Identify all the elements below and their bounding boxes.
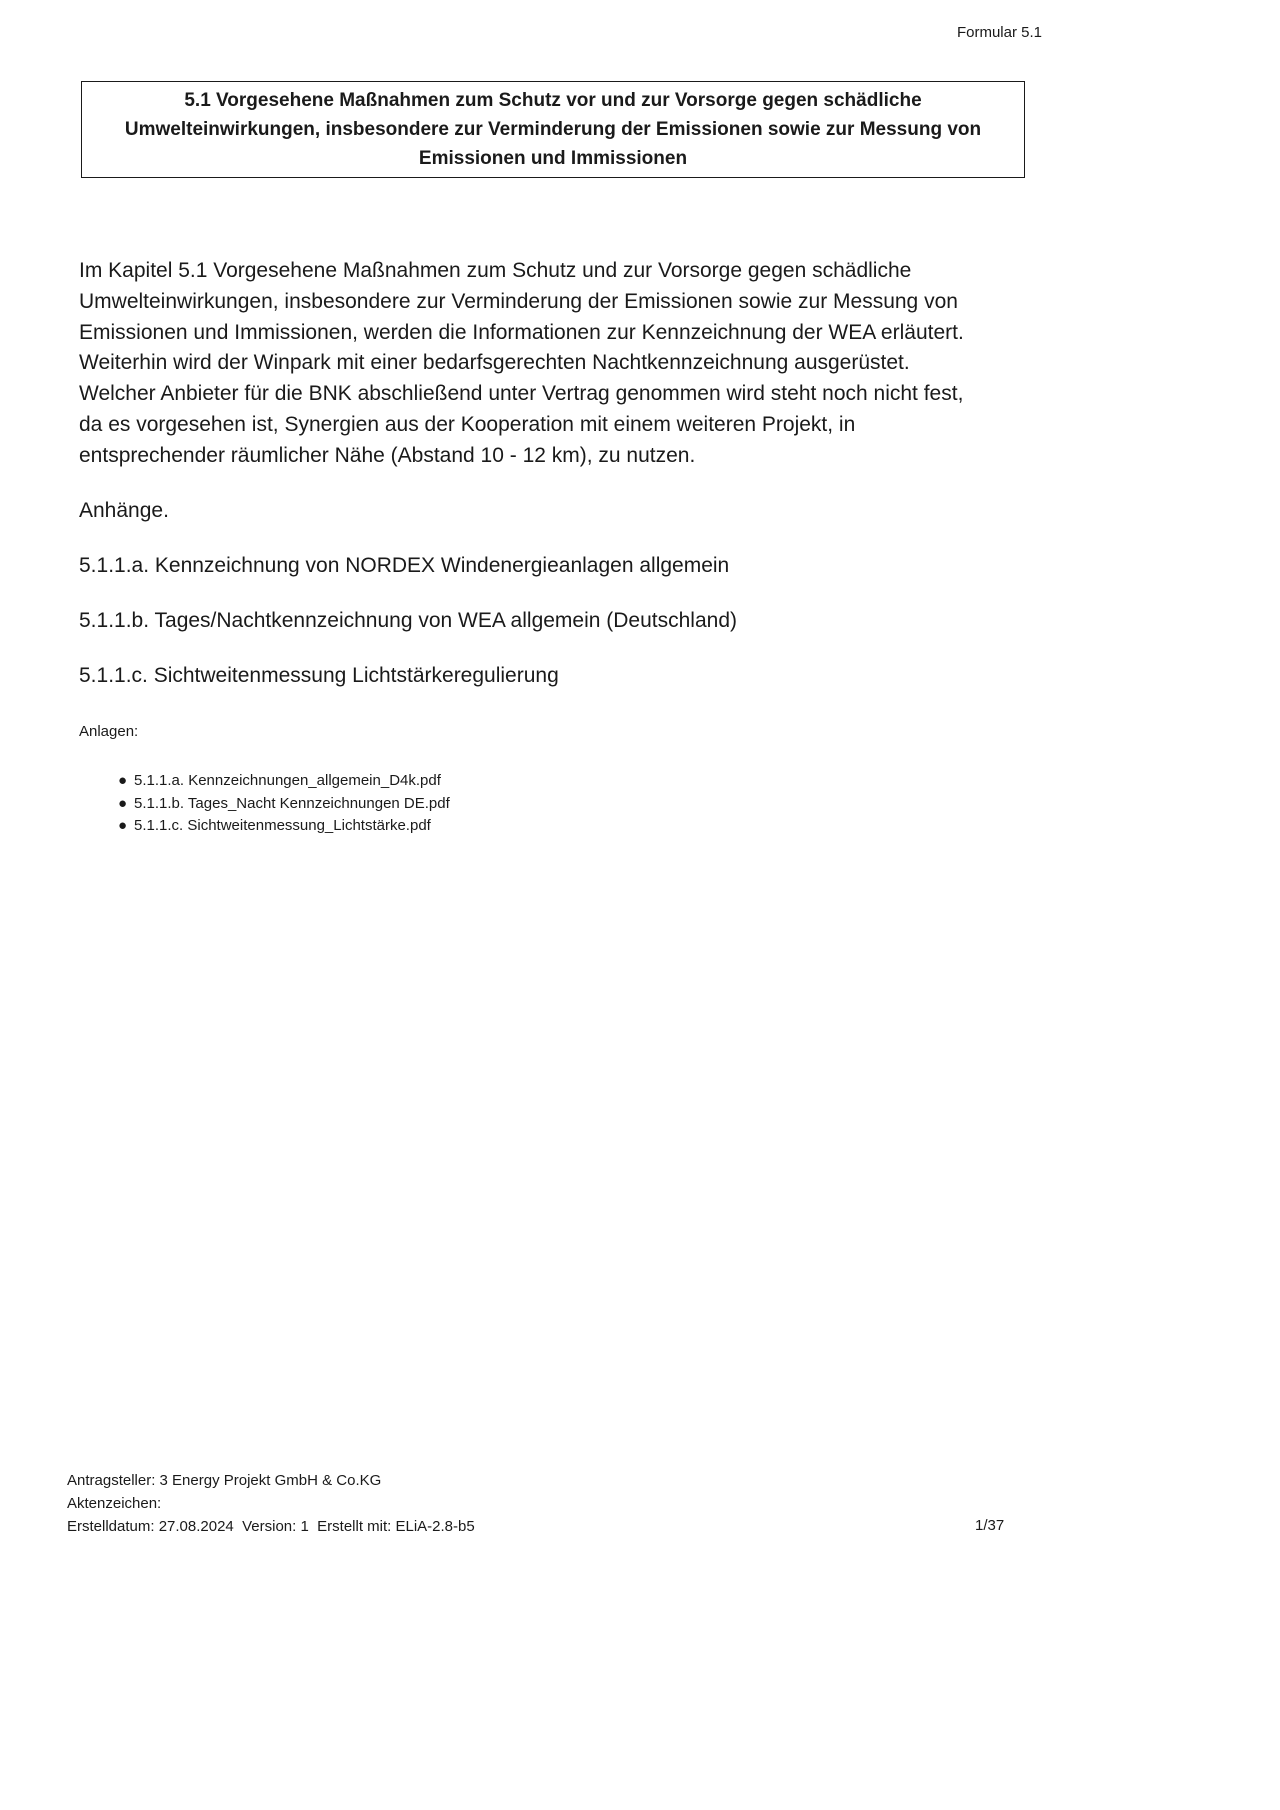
form-label: Formular 5.1 <box>956 24 1042 41</box>
intro-line: Welcher Anbieter für die BNK abschließend unter Vertrag genommen wird steht noch nicht fest, <box>79 382 964 406</box>
footer-file-reference: Aktenzeichen: <box>67 1495 162 1512</box>
footer-applicant: Antragsteller: 3 Energy Projekt GmbH & Co.KG <box>67 1472 382 1489</box>
section-title-line: 5.1 Vorgesehene Maßnahmen zum Schutz vor und zur Vorsorge gegen schädliche <box>184 90 922 111</box>
intro-line: Im Kapitel 5.1 Vorgesehene Maßnahmen zum Schutz und zur Vorsorge gegen schädliche <box>79 259 912 282</box>
page-number: 1/37 <box>975 1517 1005 1534</box>
bullet-icon: ● <box>118 817 128 835</box>
anlagen-list <box>118 770 450 838</box>
section-title-line: Emissionen und Immissionen <box>418 148 688 169</box>
anhaenge-label: Anhänge. <box>79 498 169 522</box>
appendix-item: 5.1.1.c. Sichtweitenmessung Lichtstärkeregulierung <box>79 663 559 687</box>
attachment-filename: 5.1.1.b. Tages_Nacht Kennzeichnungen DE.pdf <box>134 794 450 812</box>
intro-line: Umwelteinwirkungen, insbesondere zur Verminderung der Emissionen sowie zur Messung von <box>79 289 958 313</box>
section-title-box <box>81 81 1025 178</box>
bullet-icon: ● <box>118 772 128 789</box>
anlagen-label: Anlagen: <box>79 723 139 740</box>
section-title-line: Umwelteinwirkungen, insbesondere zur Verminderung der Emissionen sowie zur Messung von <box>124 119 982 140</box>
intro-line: Weiterhin wird der Winpark mit einer bedarfsgerechten Nachtkennzeichnung ausgerüstet. <box>79 351 910 375</box>
list-item <box>118 815 450 838</box>
footer-meta: Erstelldatum: 27.08.2024 Version: 1 Erstellt mit: ELiA-2.8-b5 <box>67 1518 475 1535</box>
intro-paragraph <box>79 256 1039 472</box>
bullet-icon: ● <box>118 794 128 812</box>
attachment-filename: 5.1.1.c. Sichtweitenmessung_Lichtstärke.pdf <box>134 817 431 835</box>
intro-line: Emissionen und Immissionen, werden die Informationen zur Kennzeichnung der WEA erläutert. <box>79 320 964 344</box>
footer <box>67 1469 475 1538</box>
appendix-item: 5.1.1.a. Kennzeichnung von NORDEX Windenergieanlagen allgemein <box>79 553 730 577</box>
intro-line: entsprechender räumlicher Nähe (Abstand 10 - 12 km), zu nutzen. <box>79 443 696 467</box>
list-item <box>118 793 450 816</box>
attachment-filename: 5.1.1.a. Kennzeichnungen_allgemein_D4k.pdf <box>134 772 441 789</box>
list-item <box>118 770 450 793</box>
appendix-item: 5.1.1.b. Tages/Nachtkennzeichnung von WEA allgemein (Deutschland) <box>79 608 738 632</box>
main-text <box>79 256 1039 691</box>
intro-line: da es vorgesehen ist, Synergien aus der Kooperation mit einem weiteren Projekt, in <box>79 412 856 436</box>
